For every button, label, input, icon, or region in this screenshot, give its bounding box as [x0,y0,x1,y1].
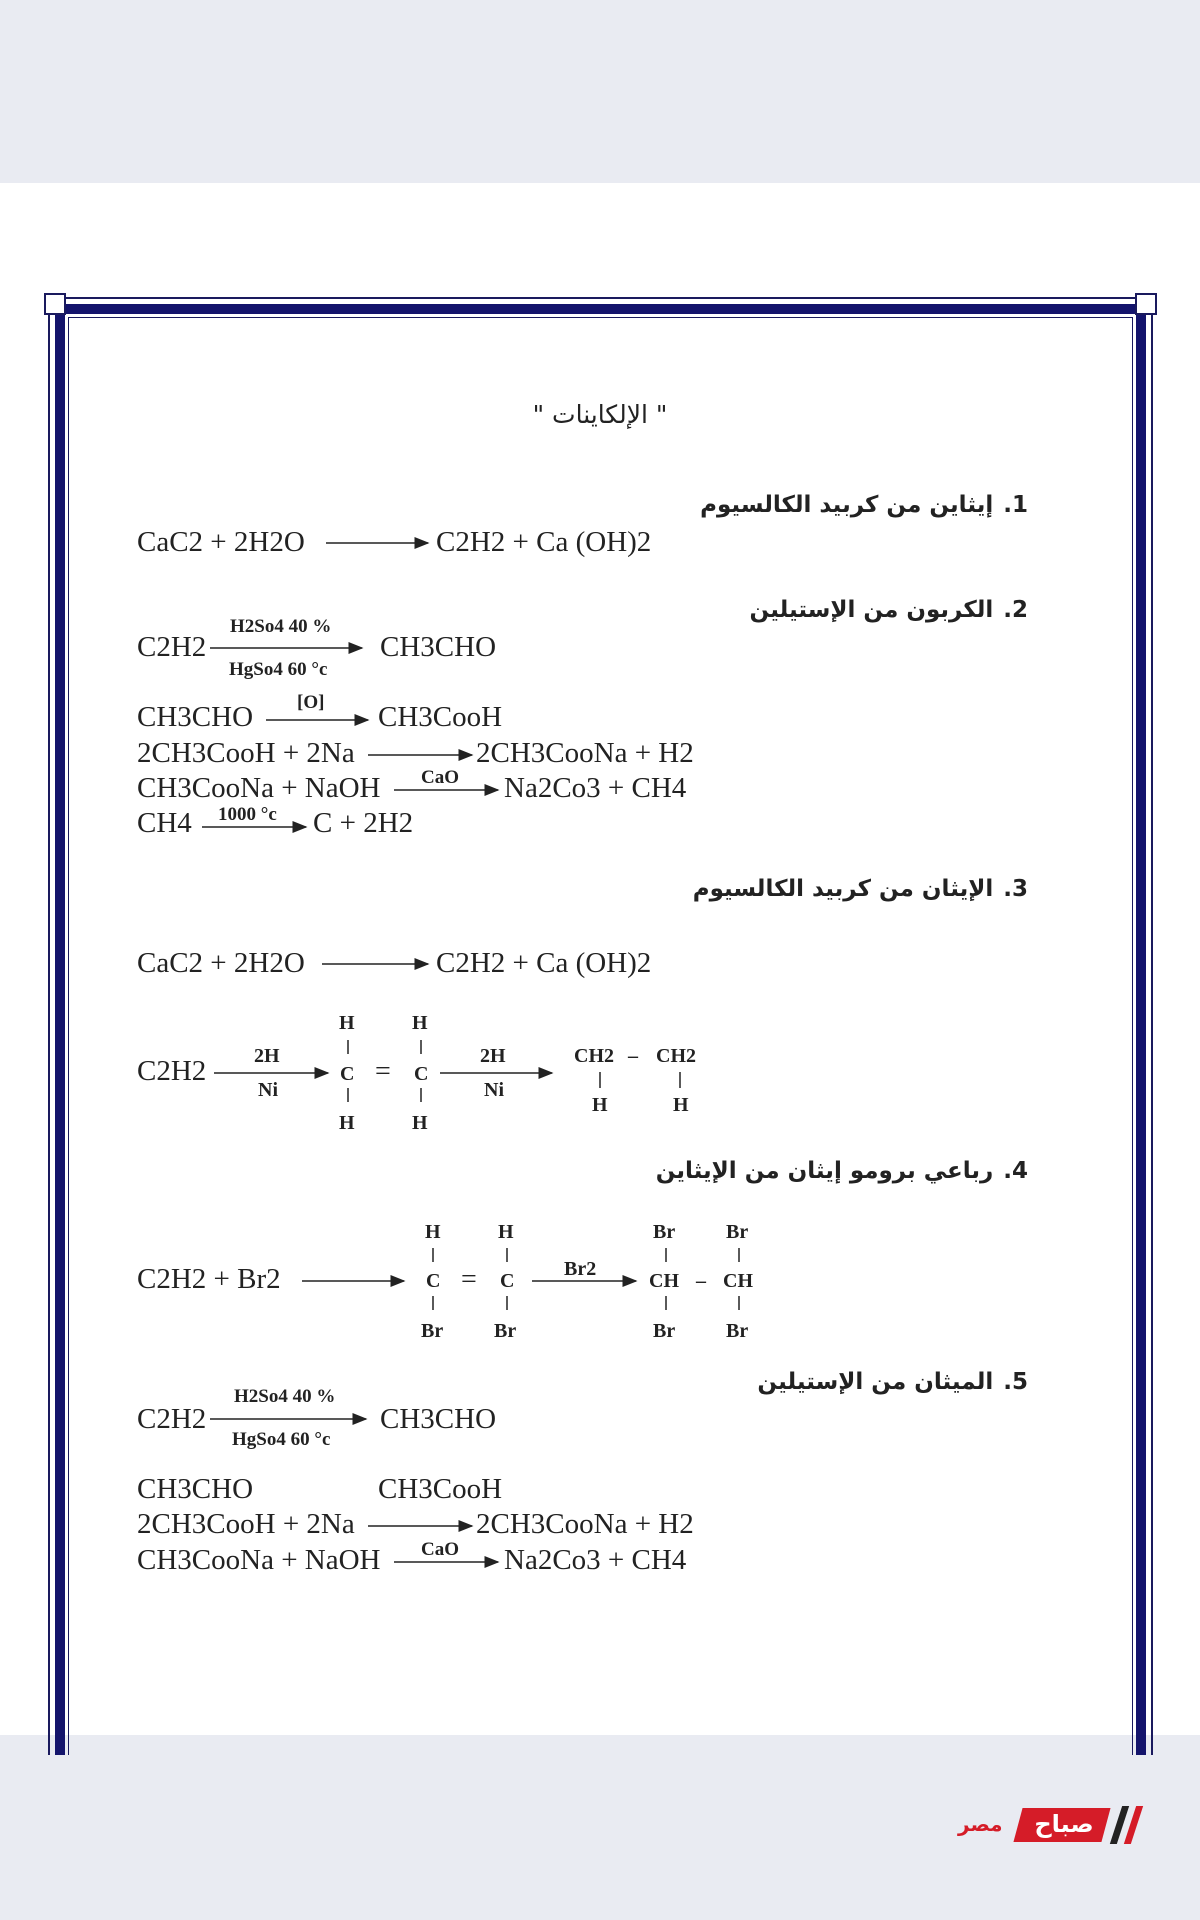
single-bond: – [696,1270,706,1292]
s2-r1-right: CH3CHO [380,631,497,663]
atom-H: H [339,1112,355,1134]
s5-r1-top: H2So4 40 % [234,1386,336,1407]
s3-r1-right: C2H2 + Ca (OH)2 [436,947,652,979]
s3-top2: 2H [480,1045,506,1067]
atom-H: H [425,1221,441,1243]
s1-right: C2H2 + Ca (OH)2 [436,526,652,558]
atom-Br: Br [421,1320,444,1342]
s3-r1-left: CaC2 + 2H2O [137,947,305,979]
group-CH: CH [723,1270,753,1292]
s5-r2-left: CH3CHO [137,1473,254,1505]
section-heading-5: 5.الميثان من الإستيلين [757,1369,1028,1395]
page-title: " الإلكاينات " [532,400,668,429]
s2-r5-top: 1000 °c [218,804,277,825]
s3-bot1: Ni [258,1079,278,1101]
s2-r5-right: C + 2H2 [313,807,414,839]
s2-r3-left: 2CH3CooH + 2Na [137,737,355,769]
atom-H: H [592,1094,608,1116]
s2-r2-left: CH3CHO [137,701,254,733]
double-bond: = [461,1264,477,1295]
s4-left: C2H2 + Br2 [137,1263,281,1295]
double-bond: = [375,1056,391,1087]
s5-r4-right: Na2Co3 + CH4 [504,1544,687,1576]
s1-left: CaC2 + 2H2O [137,526,305,558]
atom-C: C [340,1063,355,1085]
s2-r5-left: CH4 [137,807,192,839]
atom-C: C [426,1270,441,1292]
atom-Br: Br [653,1221,676,1243]
atom-C: C [500,1270,515,1292]
atom-H: H [412,1012,428,1034]
s3-top1: 2H [254,1045,280,1067]
s3-bot2: Ni [484,1079,504,1101]
s2-r4-right: Na2Co3 + CH4 [504,772,687,804]
s2-r2-top: [O] [297,692,325,713]
single-bond: – [628,1045,638,1067]
atom-Br: Br [494,1320,517,1342]
logo-sub: مصر [958,1812,1003,1836]
sabah-masr-logo [958,1806,1148,1844]
atom-C: C [414,1063,429,1085]
atom-H: H [498,1221,514,1243]
section-heading-4: 4.رباعي برومو إيثان من الإيثاين [655,1158,1028,1184]
section-heading-3: 3.الإيثان من كربيد الكالسيوم [692,876,1028,902]
s2-r1-left: C2H2 [137,631,207,663]
s4-reagent: Br2 [564,1258,597,1280]
s5-r1-left: C2H2 [137,1403,207,1435]
atom-Br: Br [726,1221,749,1243]
s5-r3-right: 2CH3CooNa + H2 [476,1508,694,1540]
atom-Br: Br [653,1320,676,1342]
s2-r2-right: CH3CooH [378,701,503,733]
logo-main: صباح [1034,1810,1094,1838]
s2-r4-left: CH3CooNa + NaOH [137,772,381,804]
group-CH2: CH2 [574,1045,614,1067]
s2-r1-top: H2So4 40 % [230,616,332,637]
group-CH: CH [649,1270,679,1292]
s5-r3-left: 2CH3CooH + 2Na [137,1508,355,1540]
group-CH2: CH2 [656,1045,696,1067]
s3-r2-left: C2H2 [137,1055,207,1087]
atom-H: H [673,1094,689,1116]
atom-Br: Br [726,1320,749,1342]
s2-r4-top: CaO [421,767,459,788]
s2-r3-right: 2CH3CooNa + H2 [476,737,694,769]
s5-r2-right: CH3CooH [378,1473,503,1505]
s5-r4-top: CaO [421,1539,459,1560]
s5-r1-right: CH3CHO [380,1403,497,1435]
s5-r4-left: CH3CooNa + NaOH [137,1544,381,1576]
atom-H: H [412,1112,428,1134]
section-heading-1: 1.إيثاين من كربيد الكالسيوم [700,492,1028,518]
s5-r1-bottom: HgSo4 60 °c [232,1429,331,1450]
section-heading-2: 2.الكربون من الإستيلين [749,597,1028,623]
s2-r1-bottom: HgSo4 60 °c [229,659,328,680]
atom-H: H [339,1012,355,1034]
